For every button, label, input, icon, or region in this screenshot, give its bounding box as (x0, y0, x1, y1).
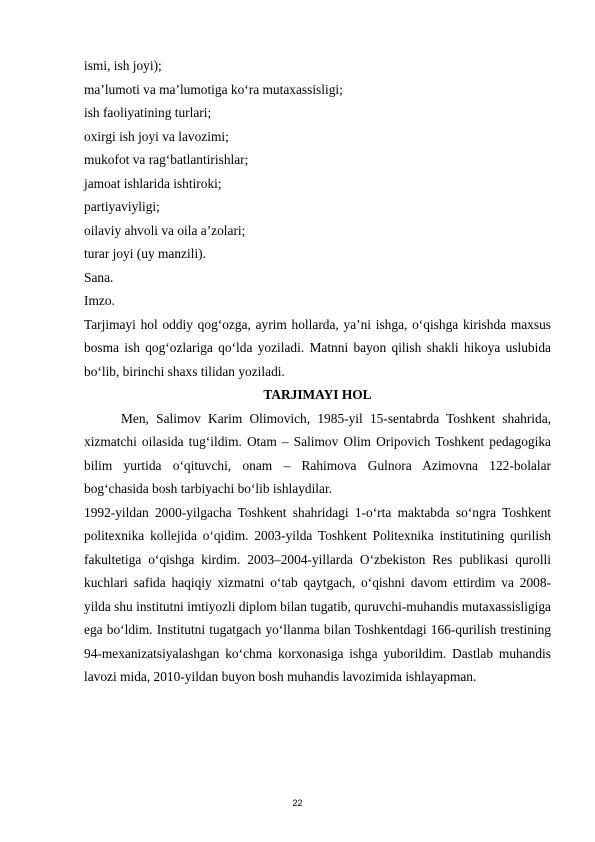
list-line: jamoat ishlarida ishtiroki; (84, 175, 222, 191)
list-line: ma’lumoti va ma’lumotiga ko‘ra mutaxassisligi; (84, 81, 343, 97)
body-paragraph: Men, Salimov Karim Olimovich, 1985-yil 15-sentabrda Toshkent shahrida, xizmatchi oilasida tug‘ildim. Otam – Salimov Olim Oripovich Toshkent pedagogika bilim yurtida o‘qituvchi, onam – Rahimova Gulnora Azimovna 122-bolalar bog‘chasida bosh tarbiyachi bo‘lib ishlaydilar. (84, 410, 551, 496)
page-content (84, 54, 551, 689)
list-line: partiyaviyligi; (84, 199, 160, 214)
date-line: Sana. (84, 269, 114, 285)
list-line: turar joyi (uy manzili). (84, 246, 206, 261)
list-line: oilaviy ahvoli va oila a’zolari; (84, 222, 246, 238)
list-line: ismi, ish joyi); (84, 58, 162, 73)
body-paragraph: 1992-yildan 2000-yilgacha Toshkent shahridagi 1-o‘rta maktabda so‘ngra Toshkent politexnika kollejida o‘qidim. 2003-yilda Toshkent Politexnika institutining qurilish fakultetiga o‘qishga kirdim. 2003–2004-yillarda O‘zbekiston Res publikasi qurolli kuchlari safida haqiqiy xizmatni o‘tab qaytgach, o‘qishni davom ettirdim va 2008-yilda shu institutni imtiyozli diplom bilan tugatib, quruvchi-muhandis mutaxassisligiga ega bo‘ldim. Institutni tugatgach yo‘llanma bilan Toshkentdagi 166-qurilish trestining 94-mexanizatsiyalashgan ko‘chma korxonasiga ishga yuborildim. Dastlab muhandis lavozi mida, 2010-yildan buyon bosh muhandis lavozimida ishlayapman. (84, 504, 551, 684)
list-line: oxirgi ish joyi va lavozimi; (84, 128, 229, 144)
list-line: ish faoliyatining turlari; (84, 105, 212, 120)
page-number: 22 (292, 798, 303, 808)
signature-line: Imzo. (84, 293, 115, 308)
intro-paragraph: Tarjimayi hol oddiy qog‘ozga, ayrim hollarda, ya’ni ishga, o‘qishga kirishda maxsus bosma ish qog‘ozlariga qo‘lda yoziladi. Matnni bayon qilish shakli hikoya uslubida bo‘lib, birinchi shaxs tilidan yoziladi. (84, 316, 551, 379)
section-heading: TARJIMAYI HOL (263, 387, 372, 402)
list-line: mukofot va rag‘batlantirishlar; (84, 152, 249, 167)
